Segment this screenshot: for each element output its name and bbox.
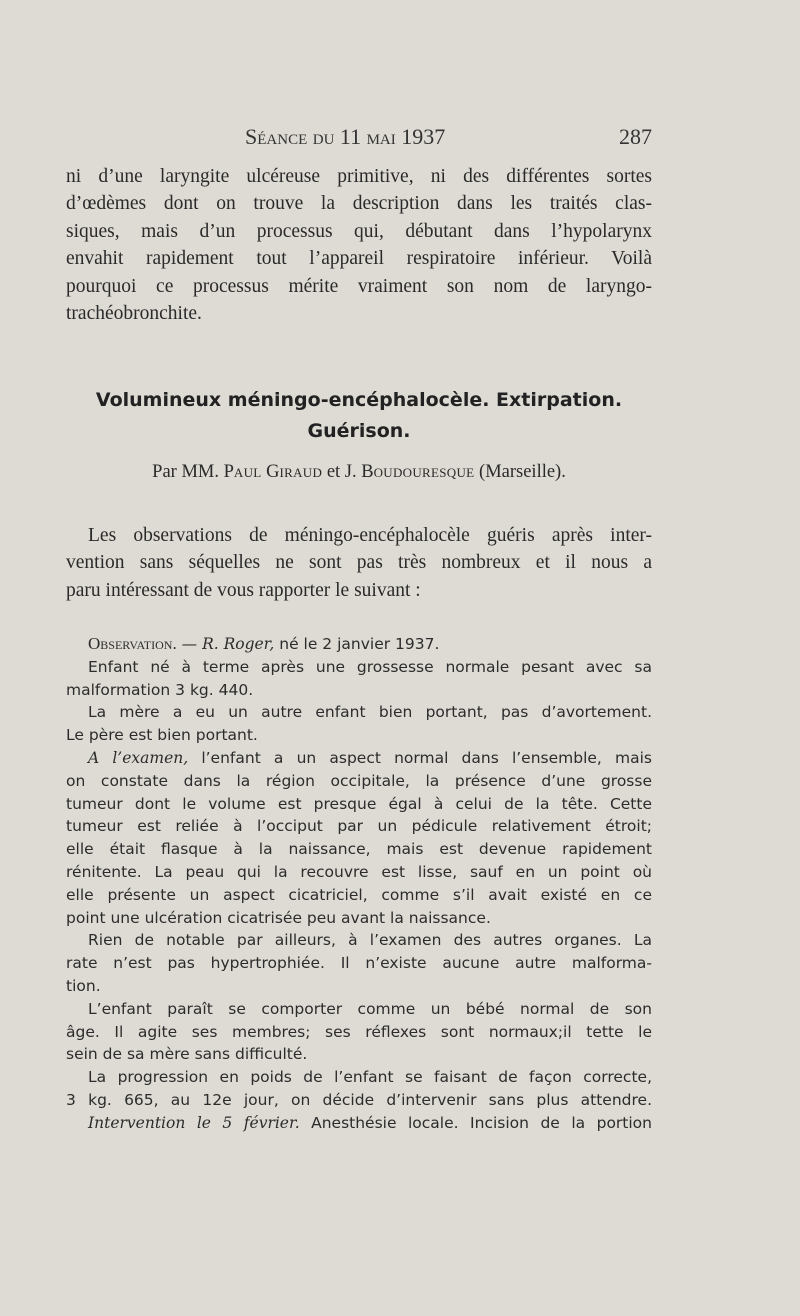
- text-line: rénitente. La peau qui la recouvre est lisse, sauf en un point où: [66, 862, 652, 881]
- text-line: sein de sa mère sans difficulté.: [66, 1045, 308, 1064]
- running-header: [66, 124, 652, 154]
- text-line: La mère a eu un autre enfant bien portant, pas d’avortement.: [88, 703, 652, 722]
- text-line: Enfant né à terme après une grossesse normale pesant avec sa: [88, 657, 652, 676]
- text-line: on constate dans la région occipitale, la présence d’une grosse: [66, 771, 652, 790]
- text-line: paru intéressant de vous rapporter le suivant :: [66, 579, 421, 601]
- text-line: malformation 3 kg. 440.: [66, 680, 254, 699]
- text-line: vention sans séquelles ne sont pas très nombreux et il nous a: [66, 552, 652, 574]
- text-line: envahit rapidement tout l’appareil respiratoire inférieur. Voilà: [66, 248, 652, 270]
- text-line: tumeur est reliée à l’occiput par un pédicule relativement étroit;: [66, 817, 652, 836]
- text-line: pourquoi ce processus mérite vraiment son nom de laryngo-: [66, 275, 652, 297]
- text-line: trachéobronchite.: [66, 303, 202, 325]
- text-line: Intervention le 5 février. Anesthésie locale. Incision de la portion: [88, 1113, 652, 1132]
- lead-paragraph: [66, 163, 652, 327]
- article-title-line: Guérison.: [307, 420, 411, 442]
- text-line: point une ulcération cicatrisée peu avant la naissance.: [66, 908, 491, 927]
- text-line: La progression en poids de l’enfant se faisant de façon correcte,: [88, 1068, 652, 1087]
- text-line: tumeur dont le volume est presque égal à celui de la tête. Cette: [66, 794, 652, 813]
- text-line: elle était flasque à la naissance, mais est devenue rapidement: [66, 840, 652, 859]
- text-line: Rien de notable par ailleurs, à l’examen des autres organes. La: [88, 931, 652, 950]
- observation-heading: Observation. — R. Roger, né le 2 janvier 1937.: [88, 634, 440, 653]
- text-line: Les observations de méningo-encéphalocèle guéris après inter-: [88, 525, 652, 546]
- article-title: [66, 385, 652, 447]
- text-line: Le père est bien portant.: [66, 726, 258, 745]
- text-line: A l’examen, l’enfant a un aspect normal dans l’ensemble, mais: [88, 748, 652, 767]
- intro-paragraph: [66, 522, 652, 604]
- observation-section: [66, 633, 652, 1135]
- text-line: tion.: [66, 976, 101, 995]
- article-title-line: Volumineux méningo-encéphalocèle. Extirpation.: [95, 389, 623, 411]
- running-title: Séance du 11 mai 1937: [245, 124, 446, 149]
- text-line: elle présente un aspect cicatriciel, comme s’il avait existé en ce: [66, 885, 652, 904]
- text-line: 3 kg. 665, au 12e jour, on décide d’intervenir sans plus attendre.: [66, 1090, 652, 1109]
- author-byline: Par MM. Paul Giraud et J. Boudouresque (Marseille).: [152, 462, 566, 482]
- text-line: d’œdèmes dont on trouve la description dans les traités clas-: [66, 193, 652, 215]
- text-line: âge. Il agite ses membres; ses réflexes sont normaux;il tette le: [66, 1022, 652, 1041]
- page-number: 287: [619, 124, 652, 149]
- text-line: ni d’une laryngite ulcéreuse primitive, ni des différentes sortes: [66, 166, 652, 187]
- text-line: rate n’est pas hypertrophiée. Il n’existe aucune autre malforma-: [66, 954, 652, 973]
- text-line: L’enfant paraît se comporter comme un bébé normal de son: [88, 999, 652, 1018]
- text-line: siques, mais d’un processus qui, débutant dans l’hypolarynx: [66, 220, 652, 242]
